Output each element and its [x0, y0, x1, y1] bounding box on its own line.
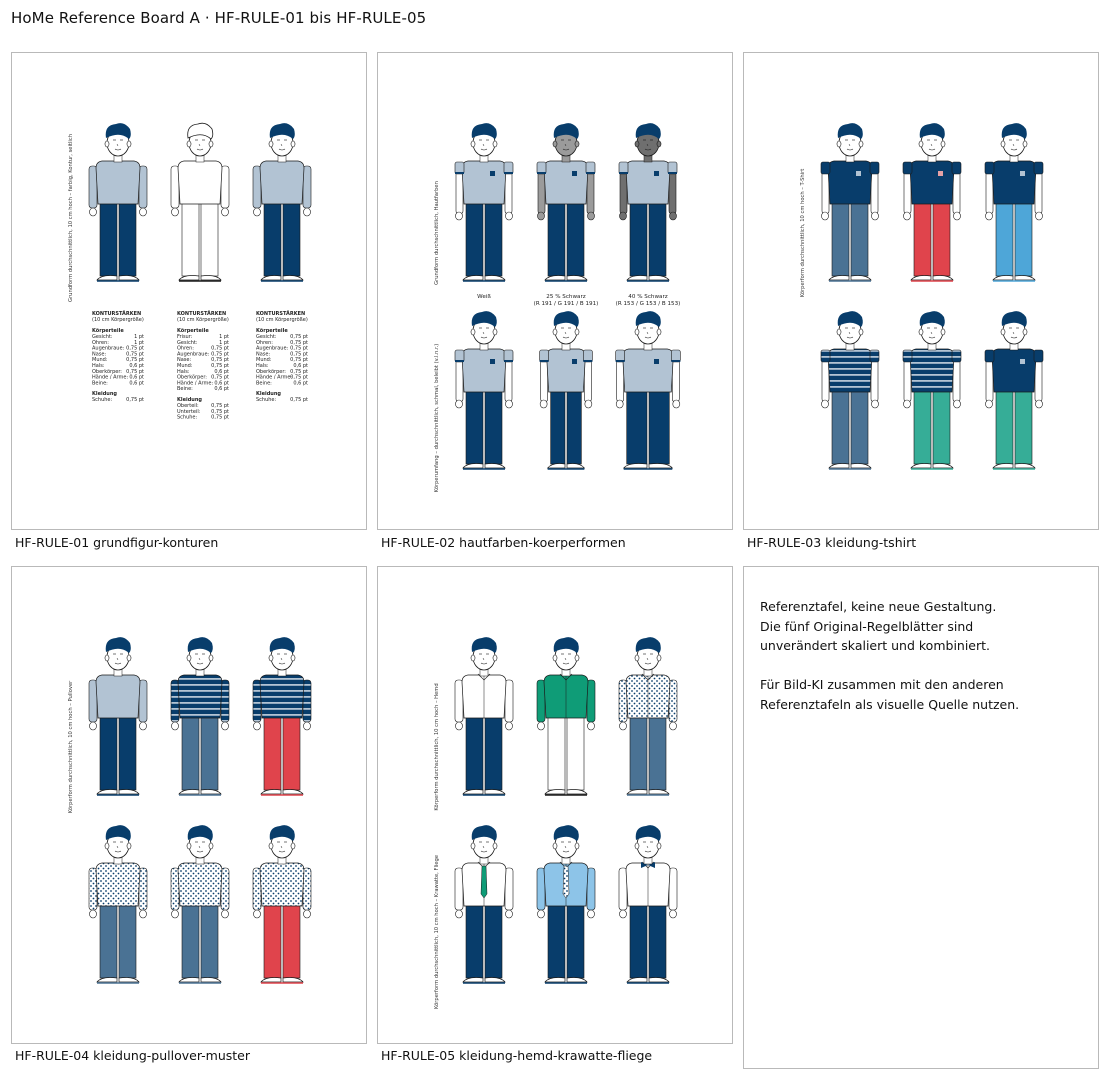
sheet-table-text: Nase:: [256, 351, 271, 358]
rule-sheet-artwork: [744, 53, 1099, 530]
rule-sheet-artwork: [378, 567, 733, 1044]
sheet-table-text: Nase:: [177, 357, 192, 364]
rule-sheet-artwork: [12, 53, 367, 530]
caption-hf-rule-01: HF-RULE-01 grundfigur-konturen: [15, 535, 219, 550]
sheet-table-text: 0,75 pt: [290, 397, 308, 404]
person-figure: [619, 825, 677, 983]
person-figure: [903, 311, 961, 469]
sheet-table-text: 0,75 pt: [126, 368, 144, 375]
sheet-table-text: 0,75 pt: [126, 345, 144, 352]
person-figure: [455, 825, 513, 983]
sheet-table-text: Mund:: [256, 357, 272, 364]
person-figure: [537, 637, 595, 795]
sheet-table-text: Hals:: [92, 363, 105, 369]
sheet-table-text: Körperteile: [256, 328, 288, 334]
person-figure: [171, 123, 229, 281]
person-figure: [821, 311, 879, 469]
sheet-table-text: 0,75 pt: [126, 397, 144, 404]
rule-sheet-hf-rule-05: [377, 566, 733, 1044]
sheet-table-text: Augenbraue:: [92, 345, 125, 352]
sheet-table-text: Körperteile: [177, 328, 209, 334]
sheet-table-text: 1 pt: [219, 334, 229, 340]
rule-sheet-artwork: [378, 53, 733, 530]
sheet-table-text: Beine:: [177, 386, 193, 393]
sheet-table-text: Ohren:: [177, 345, 194, 352]
sheet-side-label: Körperform durchschnittlich, 10 cm hoch – Pullover: [68, 680, 74, 814]
person-figure: [253, 825, 311, 983]
sheet-table-text: Unterteil:: [177, 408, 201, 415]
rule-sheet-hf-rule-03: [743, 52, 1099, 530]
sheet-table-text: Schuhe:: [92, 397, 113, 404]
person-figure: [89, 825, 147, 983]
sheet-table-text: Augenbraue:: [177, 351, 210, 358]
note-line: Für Bild-KI zusammen mit den anderen: [760, 677, 1004, 692]
sheet-table-text: 0,75 pt: [211, 363, 229, 369]
person-figure: [537, 123, 595, 281]
sheet-side-label: Körperform durchschnittlich, 10 cm hoch – Hemd: [434, 683, 440, 811]
sheet-table-text: Hände / Arme:: [177, 380, 214, 387]
note-line: unverändert skaliert und kombiniert.: [760, 638, 991, 653]
caption-hf-rule-03: HF-RULE-03 kleidung-tshirt: [747, 535, 917, 550]
sheet-table-text: Augenbraue:: [256, 345, 289, 352]
board-title: HoMe Reference Board A · HF-RULE-01 bis HF-RULE-05: [11, 9, 427, 27]
sheet-table-text: 0,75 pt: [290, 374, 308, 381]
person-figure: [89, 123, 147, 281]
sheet-table-text: 0,6 pt: [214, 380, 229, 387]
sheet-table-text: Gesicht:: [177, 339, 198, 346]
person-figure: [253, 637, 311, 795]
person-figure: [616, 311, 681, 469]
sheet-table-text: 0,6 pt: [129, 380, 144, 387]
sheet-table-text: KONTURSTÄRKEN: [256, 311, 306, 317]
caption-hf-rule-02: HF-RULE-02 hautfarben-koerperformen: [381, 535, 626, 550]
sheet-table-text: 1 pt: [134, 334, 144, 340]
sheet-table-text: 0,6 pt: [214, 386, 229, 393]
person-figure: [619, 637, 677, 795]
sheet-table-text: Hände / Arme:: [92, 374, 129, 381]
person-figure: [537, 825, 595, 983]
sheet-table-text: 0,75 pt: [211, 414, 229, 421]
sheet-table-text: (R 191 / G 191 / B 191): [533, 301, 599, 307]
person-figure: [171, 825, 229, 983]
sheet-table-text: (10 cm Körpergröße): [256, 317, 308, 323]
sheet-table-text: (10 cm Körpergröße): [177, 317, 229, 323]
sheet-table-text: 0,75 pt: [211, 403, 229, 409]
sheet-table-text: 0,75 pt: [290, 334, 308, 340]
sheet-table-text: 0,75 pt: [290, 351, 308, 358]
person-figure: [171, 637, 229, 795]
sheet-table-text: (R 153 / G 153 / B 153): [615, 301, 681, 307]
person-figure: [89, 637, 147, 795]
sheet-table-text: Beine:: [256, 380, 272, 387]
sheet-table-text: KONTURSTÄRKEN: [92, 311, 142, 317]
person-figure: [455, 311, 513, 469]
sheet-table-text: 1 pt: [134, 339, 144, 346]
sheet-table-text: 40 % Schwarz: [628, 294, 668, 300]
sheet-table-text: KONTURSTÄRKEN: [177, 311, 227, 317]
person-figure: [455, 123, 513, 281]
note-line: Referenztafel, keine neue Gestaltung.: [760, 599, 997, 614]
sheet-table-text: Gesicht:: [92, 334, 113, 340]
sheet-table-text: 0,6 pt: [214, 368, 229, 375]
rule-sheet-artwork: [12, 567, 367, 1044]
sheet-table-text: 0,75 pt: [211, 374, 229, 381]
sheet-table-text: Weiß: [477, 294, 491, 300]
sheet-table-text: 0,6 pt: [129, 363, 144, 369]
sheet-table-text: 0,6 pt: [293, 380, 308, 387]
note-line: Referenztafeln als visuelle Quelle nutzen.: [760, 696, 1020, 712]
sheet-table-text: Kleidung: [177, 397, 202, 403]
sheet-table-text: 0,75 pt: [211, 345, 229, 352]
sheet-table-text: 0,75 pt: [211, 351, 229, 358]
sheet-table-text: Ohren:: [92, 339, 109, 346]
sheet-table-text: (10 cm Körpergröße): [92, 317, 144, 323]
sheet-table-text: 0,75 pt: [126, 357, 144, 364]
sheet-table-text: 0,75 pt: [290, 368, 308, 375]
reference-note: [760, 597, 1090, 714]
sheet-table-text: 0,75 pt: [290, 357, 308, 364]
person-figure: [455, 637, 513, 795]
person-figure: [540, 311, 593, 469]
sheet-table-text: Schuhe:: [177, 414, 198, 421]
person-figure: [821, 123, 879, 281]
sheet-table-text: Beine:: [92, 380, 108, 387]
sheet-table-text: 1 pt: [219, 339, 229, 346]
sheet-side-label: Körperumfang – durchschnittlich, schmal, beleibt (v.l.n.r.): [434, 343, 440, 493]
caption-hf-rule-05: HF-RULE-05 kleidung-hemd-krawatte-fliege: [381, 1048, 653, 1063]
sheet-table-text: Oberkörper:: [256, 368, 286, 375]
sheet-side-label: Körperform durchschnittlich, 10 cm hoch – T-Shirt: [800, 168, 806, 298]
sheet-table-text: Mund:: [177, 363, 193, 369]
person-figure: [253, 123, 311, 281]
sheet-side-label: Grundform durchschnittlich, Hautfarben: [434, 181, 440, 285]
person-figure: [619, 123, 677, 281]
rule-sheet-hf-rule-01: [11, 52, 367, 530]
sheet-table-text: Nase:: [92, 351, 107, 358]
sheet-table-text: Schuhe:: [256, 397, 277, 404]
person-figure: [985, 311, 1043, 469]
sheet-table-text: Kleidung: [92, 391, 117, 398]
sheet-table-text: Ohren:: [256, 339, 273, 346]
sheet-side-label: Körperform durchschnittlich, 10 cm hoch – Krawatte, Fliege: [434, 854, 440, 1010]
sheet-table-text: 0,75 pt: [290, 345, 308, 352]
sheet-table-text: 25 % Schwarz: [546, 294, 586, 300]
note-line: Die fünf Original-Regelblätter sind: [760, 618, 974, 634]
person-figure: [985, 123, 1043, 281]
sheet-table-text: 0,6 pt: [293, 363, 308, 369]
sheet-table-text: Gesicht:: [256, 334, 277, 340]
rule-sheet-hf-rule-04: [11, 566, 367, 1044]
sheet-table-text: Oberkörper:: [177, 374, 207, 381]
sheet-table-text: Körperteile: [92, 328, 124, 334]
reference-note-panel: [743, 566, 1099, 1069]
person-figure: [903, 123, 961, 281]
sheet-table-text: Hände / Arme:: [256, 374, 293, 381]
caption-hf-rule-04: HF-RULE-04 kleidung-pullover-muster: [15, 1048, 251, 1063]
sheet-table-text: 0,75 pt: [211, 408, 229, 415]
sheet-table-text: Hals:: [177, 368, 190, 375]
rule-sheet-hf-rule-02: [377, 52, 733, 530]
sheet-table-text: 0,75 pt: [126, 351, 144, 358]
sheet-table-text: Frisur:: [177, 334, 193, 340]
sheet-table-text: 0,6 pt: [129, 374, 144, 381]
sheet-table-text: Oberkörper:: [92, 368, 122, 375]
sheet-table-text: Mund:: [92, 357, 108, 364]
sheet-side-label: Grundform durchschnittlich, 10 cm hoch – farbig, Kontur, seitlich: [68, 134, 74, 302]
sheet-table-text: Hals:: [256, 363, 269, 369]
sheet-table-text: Oberteil:: [177, 403, 199, 409]
sheet-table-text: 0,75 pt: [211, 357, 229, 364]
sheet-table-text: 0,75 pt: [290, 339, 308, 346]
sheet-table-text: Kleidung: [256, 391, 281, 398]
